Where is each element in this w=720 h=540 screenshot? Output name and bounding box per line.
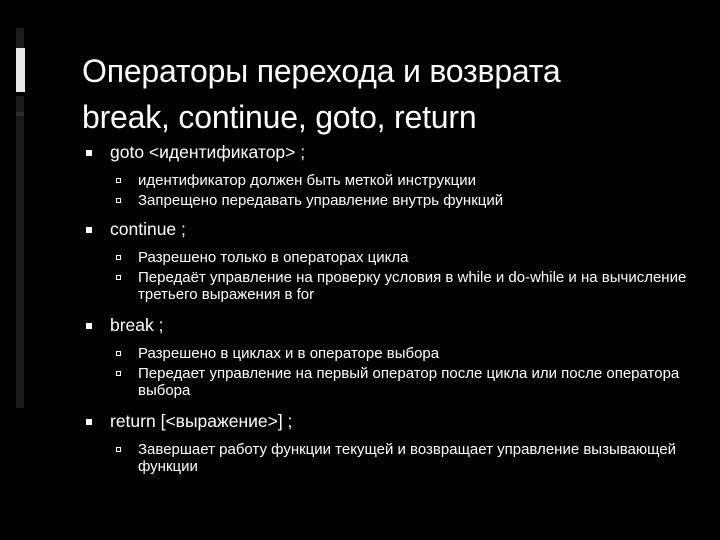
sub-bullet-text: Передаёт управление на проверку условия в while и do-while и на вычисление третьего выражения в for — [138, 269, 687, 303]
bullet-text: goto <идентификатор> ; — [110, 142, 306, 162]
sub-bullet-list — [86, 345, 696, 399]
sub-bullet-list — [86, 172, 696, 209]
sub-bullet-list — [86, 441, 696, 475]
bullet-item — [86, 140, 696, 164]
sub-bullet-item — [86, 249, 696, 266]
bullet-item — [86, 217, 696, 241]
bullet-item — [86, 409, 696, 433]
sub-bullet-text: Передает управление на первый оператор после цикла или после оператора выбора — [138, 365, 680, 399]
bullet-group-goto — [86, 140, 696, 209]
sub-bullet-text: Запрещено передавать управление внутрь функций — [138, 192, 504, 209]
bullet-group-break — [86, 313, 696, 399]
bullet-group-continue — [86, 217, 696, 303]
bullet-text: continue ; — [110, 219, 186, 239]
bullet-text: break ; — [110, 315, 164, 335]
sub-bullet-item — [86, 172, 696, 189]
bullet-group-return — [86, 409, 696, 475]
square-bullet-icon — [86, 419, 92, 425]
sub-bullet-text: Завершает работу функции текущей и возвращает управление вызывающей функции — [138, 441, 677, 475]
hollow-square-bullet-icon — [116, 178, 121, 183]
slide-title-line-2: break, continue, goto, return — [82, 99, 477, 135]
square-bullet-icon — [86, 323, 92, 329]
decorative-bar — [16, 96, 24, 408]
sub-bullet-item — [86, 441, 696, 475]
sub-bullet-text: Разрешено только в операторах цикла — [138, 249, 409, 266]
hollow-square-bullet-icon — [116, 275, 121, 280]
sub-bullet-item — [86, 365, 696, 399]
hollow-square-bullet-icon — [116, 351, 121, 356]
hollow-square-bullet-icon — [116, 371, 121, 376]
hollow-square-bullet-icon — [116, 447, 121, 452]
sub-bullet-list — [86, 249, 696, 303]
sub-bullet-text: Разрешено в циклах и в операторе выбора — [138, 345, 440, 362]
hollow-square-bullet-icon — [116, 255, 121, 260]
decorative-bar — [16, 112, 24, 116]
bullet-list — [86, 140, 696, 478]
square-bullet-icon — [86, 150, 92, 156]
sub-bullet-item — [86, 192, 696, 209]
slide-title — [82, 48, 702, 140]
sub-bullet-item — [86, 269, 696, 303]
decorative-bar-accent — [16, 48, 25, 92]
sub-bullet-text: идентификатор должен быть меткой инструкции — [138, 172, 477, 189]
slide-title-line-1: Операторы перехода и возврата — [82, 53, 561, 89]
sub-bullet-item — [86, 345, 696, 362]
bullet-text: return [<выражение>] ; — [110, 411, 293, 431]
bullet-item — [86, 313, 696, 337]
square-bullet-icon — [86, 227, 92, 233]
hollow-square-bullet-icon — [116, 198, 121, 203]
